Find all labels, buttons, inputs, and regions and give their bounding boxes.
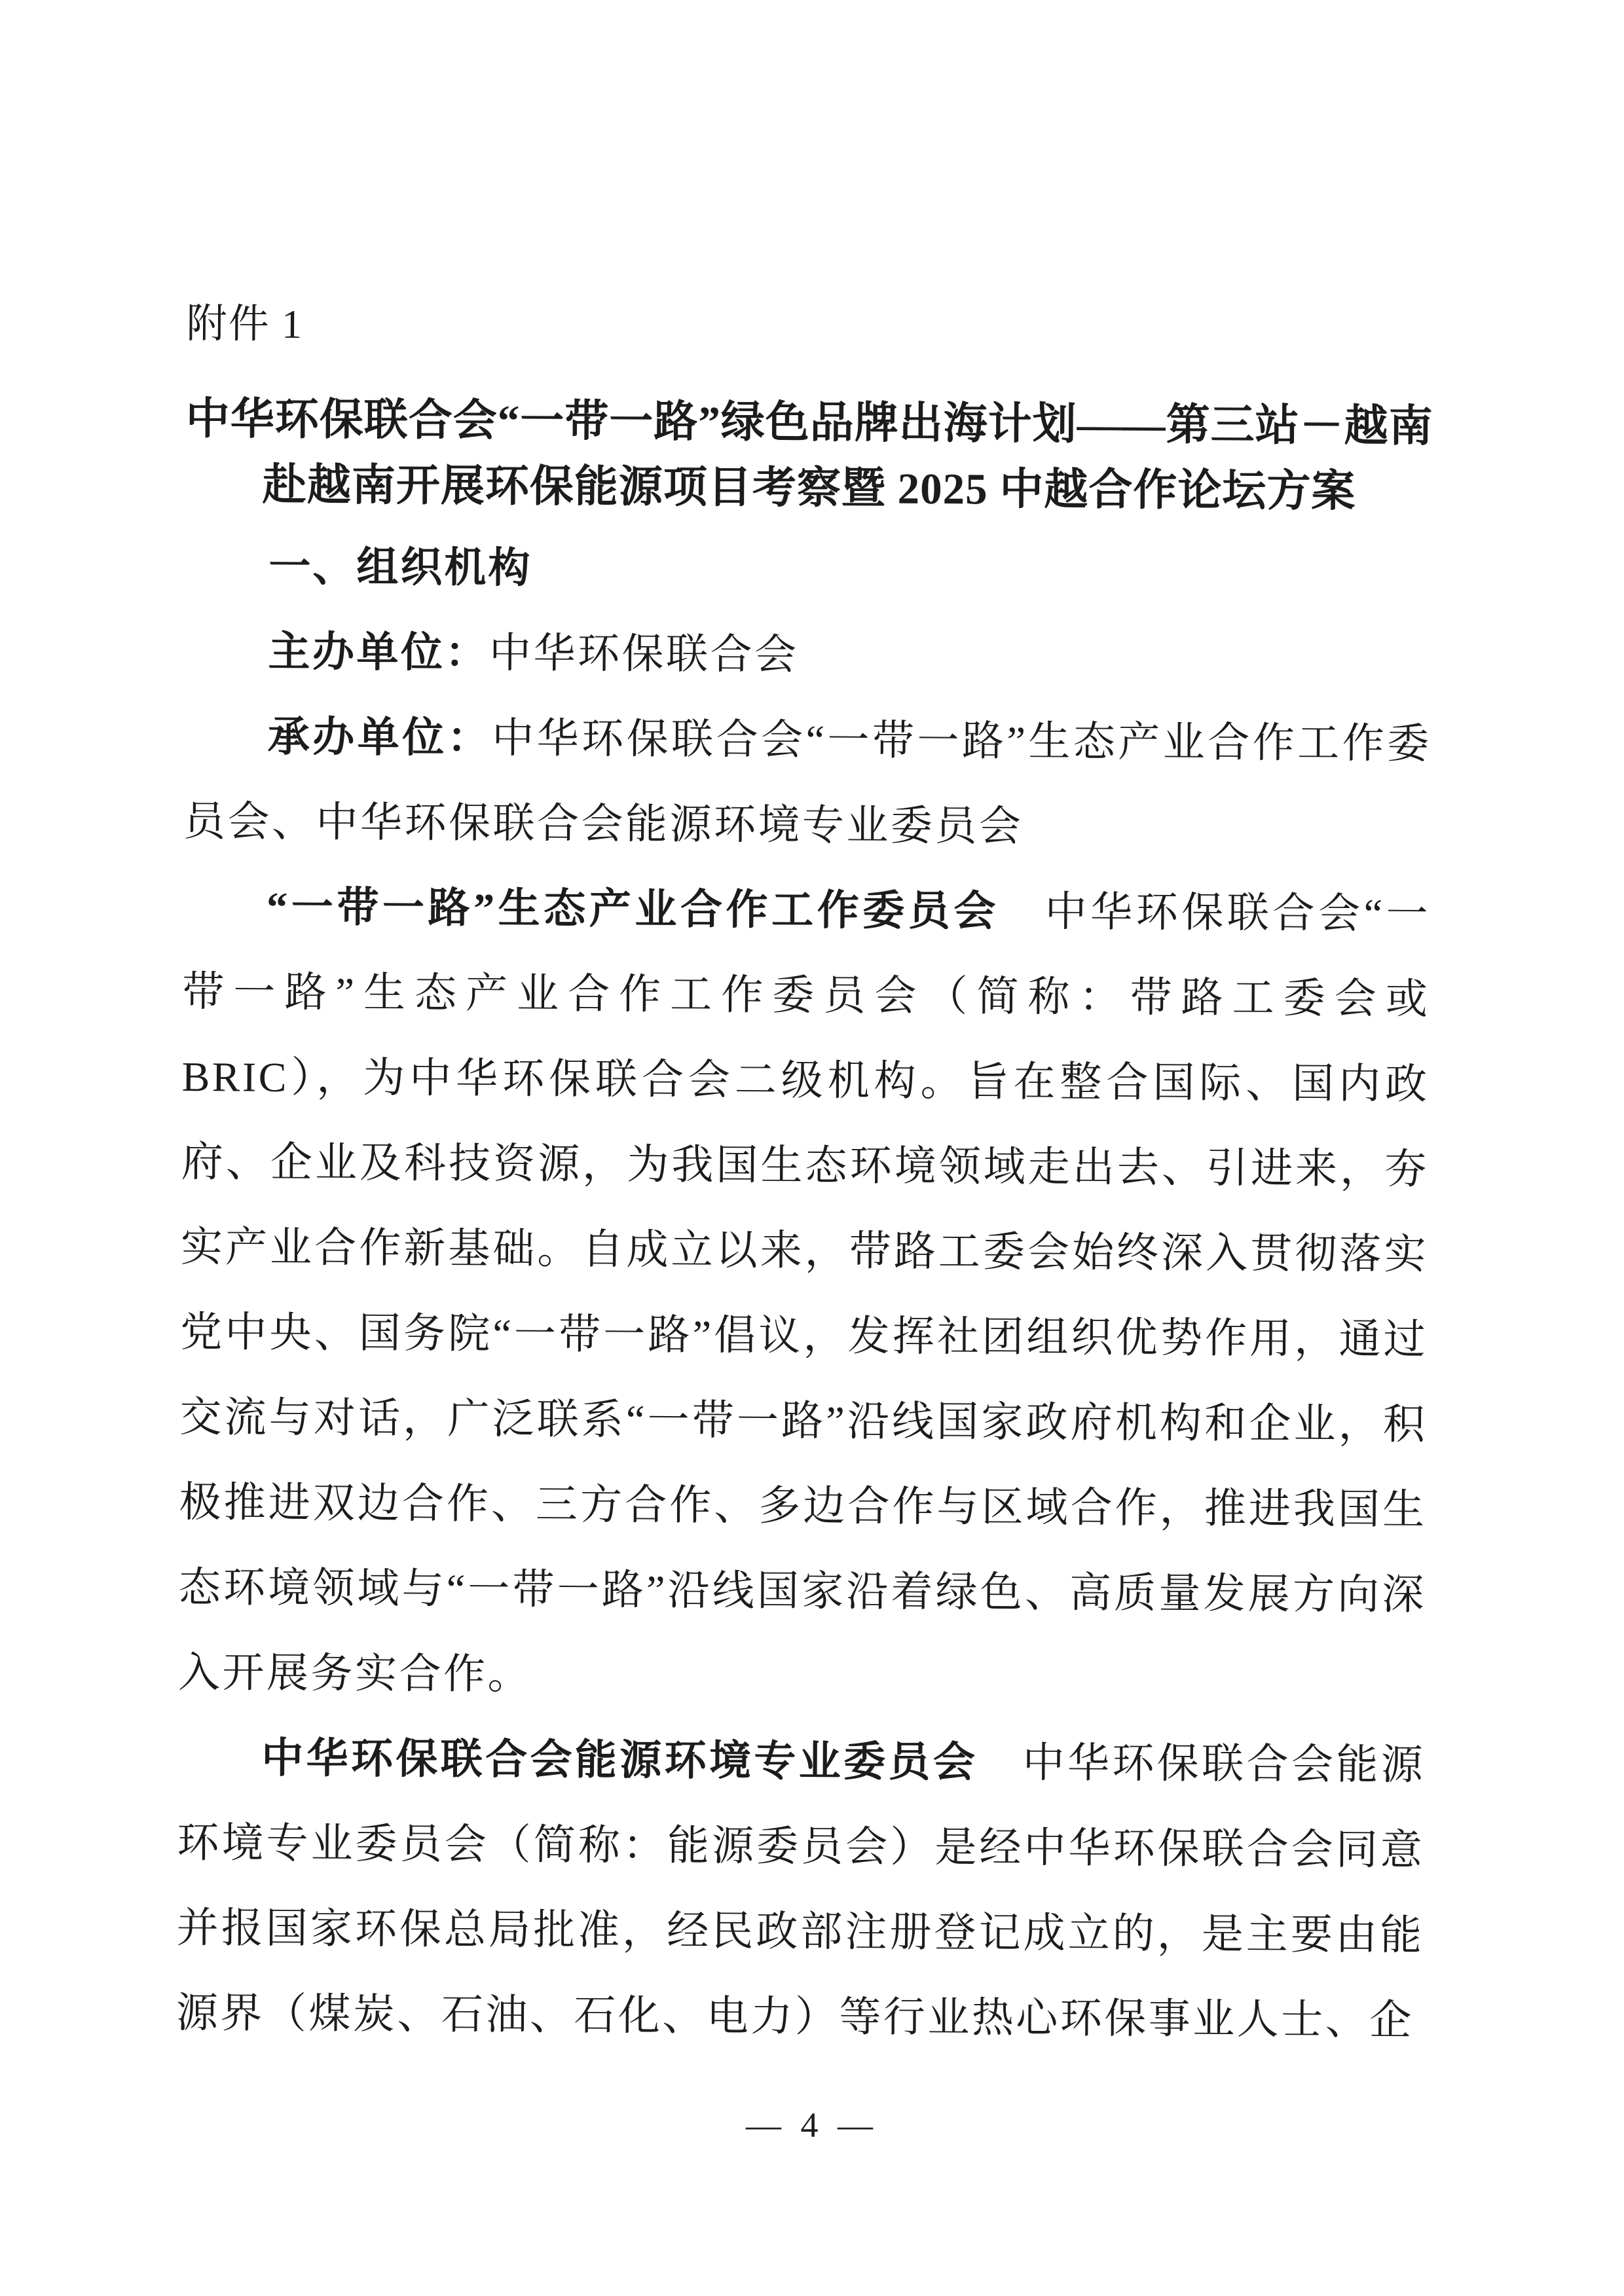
host-unit-value: 中华环保联合会 xyxy=(489,629,799,678)
lead-gap xyxy=(978,1739,1023,1785)
committee2-lead: 中华环保联合会能源环境专业委员会 xyxy=(261,1734,978,1786)
committee2-body: 中华环保联合会能源环境专业委员会（简称：能源委员会）是经中华环保联合会同意并报国家环保总局批准，经民政部注册登记成立的，是主要由能源界（煤炭、石油、石化、电力）等行业热心环保事业人士、企 xyxy=(175,1739,1426,2044)
page-number: — 4 — xyxy=(746,2105,878,2145)
organizer-unit-label: 承办单位： xyxy=(267,713,492,761)
organizer-unit-paragraph xyxy=(183,694,1432,872)
attachment-label: 附件 1 xyxy=(186,301,304,348)
title-line-2: 赴越南开展环保能源项目考察暨 2025 中越合作论坛方案 xyxy=(262,460,1356,516)
host-unit-line xyxy=(184,609,1432,702)
host-unit-label: 主办单位： xyxy=(268,628,490,676)
document-title xyxy=(185,386,1433,525)
title-line-1: 中华环保联合会“一带一路”绿色品牌出海计划——第三站－越南 xyxy=(185,394,1433,451)
organizer-unit-value: 中华环保联合会“一带一路”生态产业合作工作委员会、中华环保联合会能源环境专业委员会 xyxy=(183,714,1431,850)
committee1-paragraph xyxy=(178,864,1431,1723)
committee2-paragraph xyxy=(175,1715,1425,2064)
committee1-lead: “一带一路”生态产业合作工作委员会 xyxy=(266,883,1000,935)
document-content xyxy=(175,282,1434,2064)
lead-gap xyxy=(999,888,1045,935)
section-heading-organization: 一、组织机构 xyxy=(268,543,532,592)
committee1-body: 中华环保联合会“一带一路”生态产业合作工作委员会（简称：带路工委会或 BRIC），为中华环保联合会二级机构。旨在整合国际、国内政府、企业及科技资源，为我国生态环境领域走出去、引进来，夯实产业合作新基础。自成立以来，带路工委会始终深入贯彻落实党中央、国务院“一带一路”倡议，发挥社团组织优势作用，通过交流与对话，广泛联系“一带一路”沿线国家政府机构和企业，积极推进双边合作、三方合作、多边合作与区域合作，推进我国生态环境领域与“一带一路”沿线国家沿着绿色、高质量发展方向深入开展务实合作。 xyxy=(177,888,1431,1698)
